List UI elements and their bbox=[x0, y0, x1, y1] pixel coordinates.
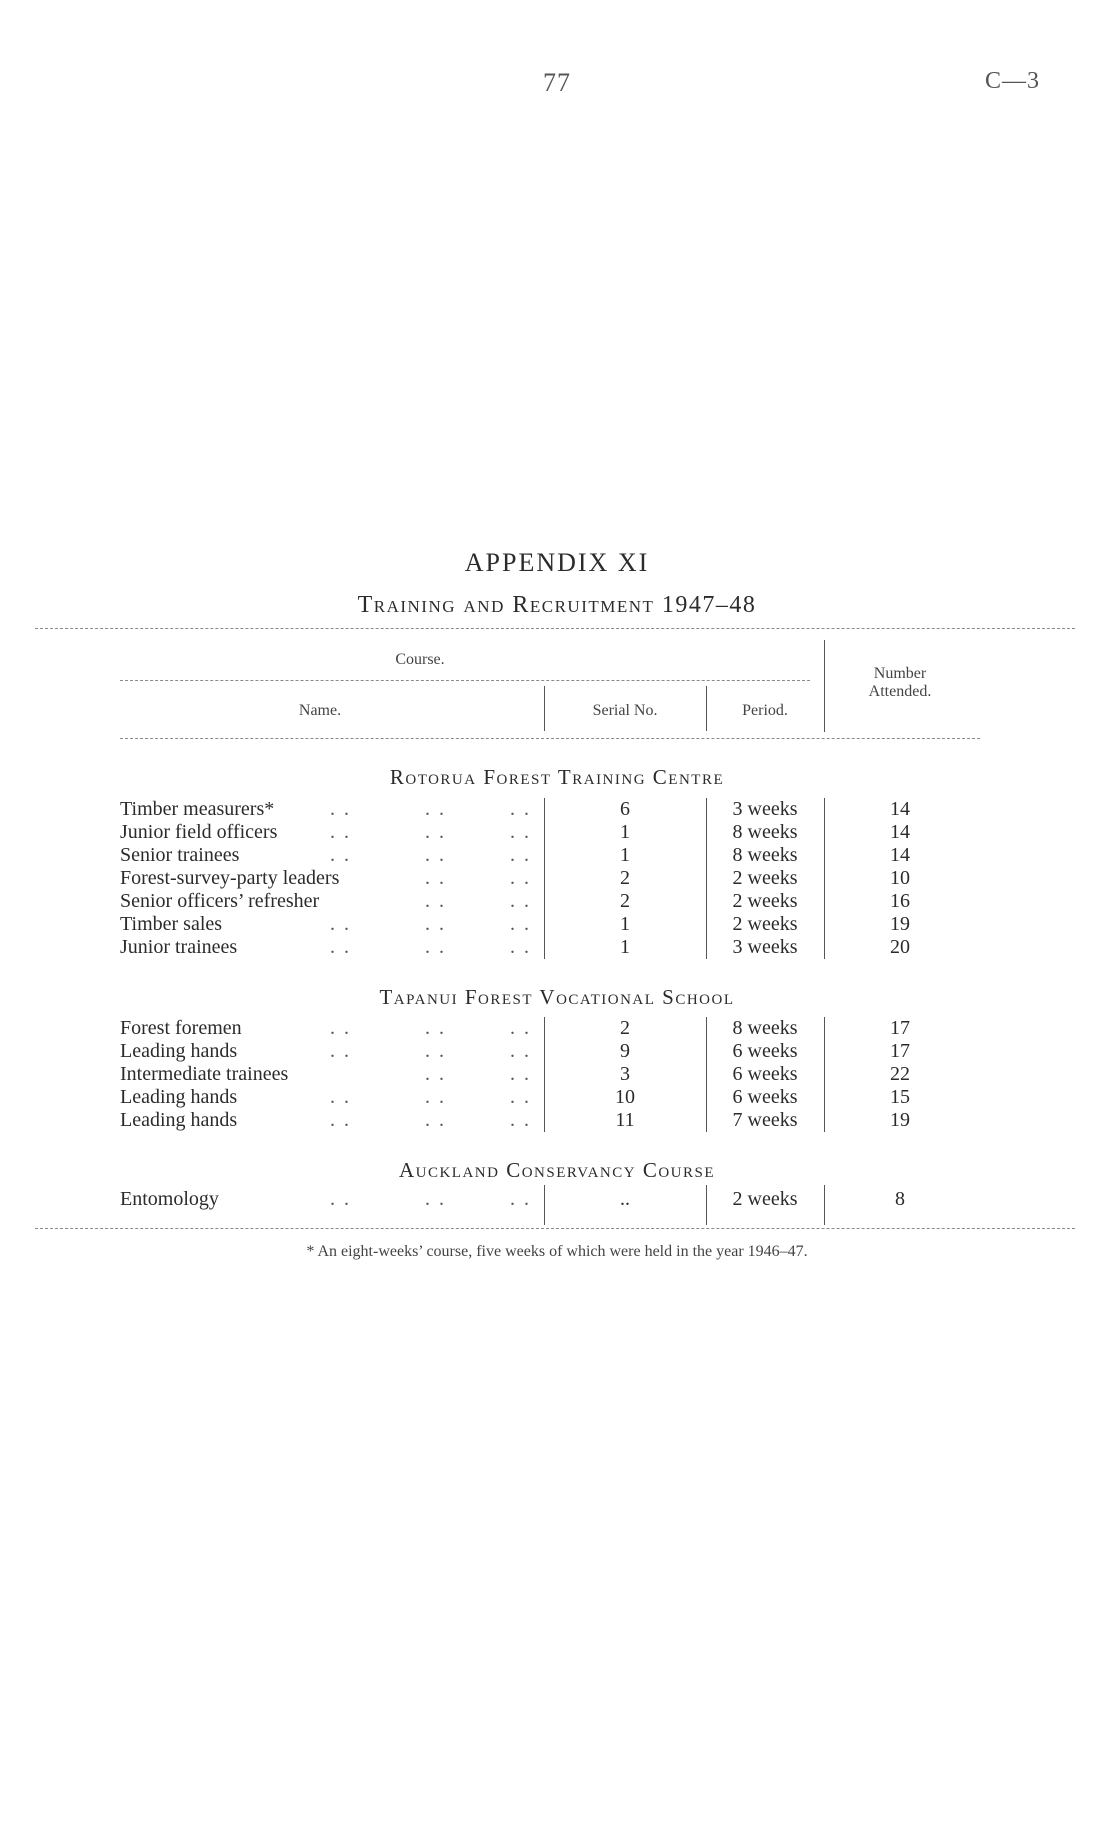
row-name: Timber measurers* bbox=[120, 798, 275, 820]
row-serial: 3 bbox=[620, 1063, 630, 1085]
dot-leader: . . bbox=[425, 913, 446, 935]
dot-leader: . . bbox=[425, 1063, 446, 1085]
row-serial: 11 bbox=[615, 1109, 635, 1131]
dot-leader: . . bbox=[510, 936, 531, 958]
header-bottom-rule bbox=[120, 738, 980, 739]
row-name: Entomology bbox=[120, 1188, 219, 1210]
row-name: Leading hands bbox=[120, 1086, 238, 1108]
row-period: 6 weeks bbox=[732, 1086, 798, 1108]
dot-leader: . . bbox=[510, 1063, 531, 1085]
dot-leader: . . bbox=[510, 867, 531, 889]
row-name: Senior trainees bbox=[120, 844, 240, 866]
column-divider bbox=[544, 798, 545, 959]
row-period: 3 weeks bbox=[732, 798, 798, 820]
dot-leader: . . bbox=[330, 798, 351, 820]
row-serial: 1 bbox=[620, 844, 630, 866]
row-period: 8 weeks bbox=[732, 844, 798, 866]
table-row bbox=[0, 1040, 1114, 1063]
table-row bbox=[0, 890, 1114, 913]
row-serial: 6 bbox=[620, 798, 630, 820]
header-divider-1 bbox=[544, 686, 545, 731]
row-number-attended: 20 bbox=[890, 936, 910, 958]
section-title: Auckland Conservancy Course bbox=[398, 1158, 716, 1182]
dot-leader: . . bbox=[330, 1040, 351, 1062]
table-top-rule bbox=[35, 628, 1075, 629]
row-period: 2 weeks bbox=[732, 890, 798, 912]
dot-leader: . . bbox=[330, 821, 351, 843]
row-number-attended: 14 bbox=[890, 821, 910, 843]
dot-leader: . . bbox=[330, 1109, 351, 1131]
column-divider bbox=[706, 1185, 707, 1225]
dot-leader: . . bbox=[510, 821, 531, 843]
dot-leader: . . bbox=[425, 936, 446, 958]
dot-leader: . . bbox=[425, 1017, 446, 1039]
row-name: Timber sales bbox=[120, 913, 223, 935]
row-serial: 10 bbox=[615, 1086, 635, 1108]
row-number-attended: 10 bbox=[890, 867, 910, 889]
dot-leader: . . bbox=[425, 821, 446, 843]
section-title: Rotorua Forest Training Centre bbox=[389, 765, 725, 789]
row-name: Senior officers’ refresher bbox=[120, 890, 320, 912]
section-title: Tapanui Forest Vocational School bbox=[379, 985, 735, 1009]
row-period: 6 weeks bbox=[732, 1040, 798, 1062]
row-serial: 2 bbox=[620, 867, 630, 889]
table-row bbox=[0, 1063, 1114, 1086]
row-serial: 9 bbox=[620, 1040, 630, 1062]
header-number-attended: Number Attended. bbox=[868, 665, 932, 700]
dot-leader: . . bbox=[425, 1086, 446, 1108]
table-row bbox=[0, 844, 1114, 867]
dot-leader: . . bbox=[425, 844, 446, 866]
appendix-subtitle: Training and Recruitment 1947–48 bbox=[357, 592, 757, 618]
column-divider bbox=[706, 798, 707, 959]
row-serial: 1 bbox=[620, 913, 630, 935]
column-divider bbox=[544, 1185, 545, 1225]
table-row bbox=[0, 1086, 1114, 1109]
table-row bbox=[0, 1109, 1114, 1132]
row-serial: 1 bbox=[620, 936, 630, 958]
row-name: Junior field officers bbox=[120, 821, 278, 843]
column-divider bbox=[824, 1185, 825, 1225]
dot-leader: . . bbox=[510, 1040, 531, 1062]
dot-leader: . . bbox=[425, 798, 446, 820]
dot-leader: . . bbox=[330, 936, 351, 958]
row-number-attended: 19 bbox=[890, 1109, 910, 1131]
row-serial: 1 bbox=[620, 821, 630, 843]
table-row bbox=[0, 1188, 1114, 1211]
dot-leader: . . bbox=[425, 867, 446, 889]
dot-leader: . . bbox=[425, 1188, 446, 1210]
table-row bbox=[0, 867, 1114, 890]
dot-leader: . . bbox=[510, 1017, 531, 1039]
column-divider bbox=[824, 1017, 825, 1132]
footnote: * An eight-weeks’ course, five weeks of which were held in the year 1946–47. bbox=[306, 1243, 808, 1260]
row-period: 2 weeks bbox=[732, 867, 798, 889]
row-period: 2 weeks bbox=[732, 1188, 798, 1210]
header-divider-3 bbox=[824, 640, 825, 732]
row-number-attended: 17 bbox=[890, 1040, 910, 1062]
row-serial: .. bbox=[620, 1188, 630, 1210]
row-name: Forest-survey-party leaders bbox=[120, 867, 340, 889]
row-period: 2 weeks bbox=[732, 913, 798, 935]
row-number-attended: 15 bbox=[890, 1086, 910, 1108]
header-period: Period. bbox=[742, 702, 788, 719]
row-number-attended: 14 bbox=[890, 844, 910, 866]
column-divider bbox=[824, 798, 825, 959]
row-name: Leading hands bbox=[120, 1040, 238, 1062]
document-reference: C—3 bbox=[985, 68, 1041, 94]
row-name: Junior trainees bbox=[120, 936, 238, 958]
row-number-attended: 14 bbox=[890, 798, 910, 820]
dot-leader: . . bbox=[330, 844, 351, 866]
dot-leader: . . bbox=[510, 844, 531, 866]
table-row bbox=[0, 1017, 1114, 1040]
appendix-title: APPENDIX XI bbox=[464, 548, 650, 577]
header-name: Name. bbox=[298, 702, 342, 719]
row-number-attended: 16 bbox=[890, 890, 910, 912]
row-serial: 2 bbox=[620, 1017, 630, 1039]
dot-leader: . . bbox=[510, 1188, 531, 1210]
row-period: 6 weeks bbox=[732, 1063, 798, 1085]
table-row bbox=[0, 798, 1114, 821]
header-divider-2 bbox=[706, 686, 707, 731]
dot-leader: . . bbox=[330, 1086, 351, 1108]
row-period: 7 weeks bbox=[732, 1109, 798, 1131]
column-divider bbox=[706, 1017, 707, 1132]
table-row bbox=[0, 821, 1114, 844]
header-serial: Serial No. bbox=[592, 702, 658, 719]
column-divider bbox=[544, 1017, 545, 1132]
row-name: Forest foremen bbox=[120, 1017, 242, 1039]
dot-leader: . . bbox=[510, 1109, 531, 1131]
row-number-attended: 17 bbox=[890, 1017, 910, 1039]
row-name: Leading hands bbox=[120, 1109, 238, 1131]
row-period: 8 weeks bbox=[732, 821, 798, 843]
table-row bbox=[0, 936, 1114, 959]
row-number-attended: 19 bbox=[890, 913, 910, 935]
row-number-attended: 22 bbox=[890, 1063, 910, 1085]
table-bottom-rule bbox=[35, 1228, 1075, 1229]
dot-leader: . . bbox=[425, 890, 446, 912]
header-course-rule bbox=[120, 680, 810, 681]
table-row bbox=[0, 913, 1114, 936]
dot-leader: . . bbox=[510, 890, 531, 912]
row-serial: 2 bbox=[620, 890, 630, 912]
dot-leader: . . bbox=[330, 1017, 351, 1039]
row-number-attended: 8 bbox=[895, 1188, 905, 1210]
dot-leader: . . bbox=[330, 913, 351, 935]
row-period: 3 weeks bbox=[732, 936, 798, 958]
dot-leader: . . bbox=[510, 798, 531, 820]
header-course: Course. bbox=[395, 651, 445, 668]
page-number: 77 bbox=[543, 68, 571, 97]
dot-leader: . . bbox=[425, 1109, 446, 1131]
dot-leader: . . bbox=[510, 1086, 531, 1108]
row-period: 8 weeks bbox=[732, 1017, 798, 1039]
dot-leader: . . bbox=[510, 913, 531, 935]
row-name: Intermediate trainees bbox=[120, 1063, 289, 1085]
dot-leader: . . bbox=[425, 1040, 446, 1062]
dot-leader: . . bbox=[330, 1188, 351, 1210]
